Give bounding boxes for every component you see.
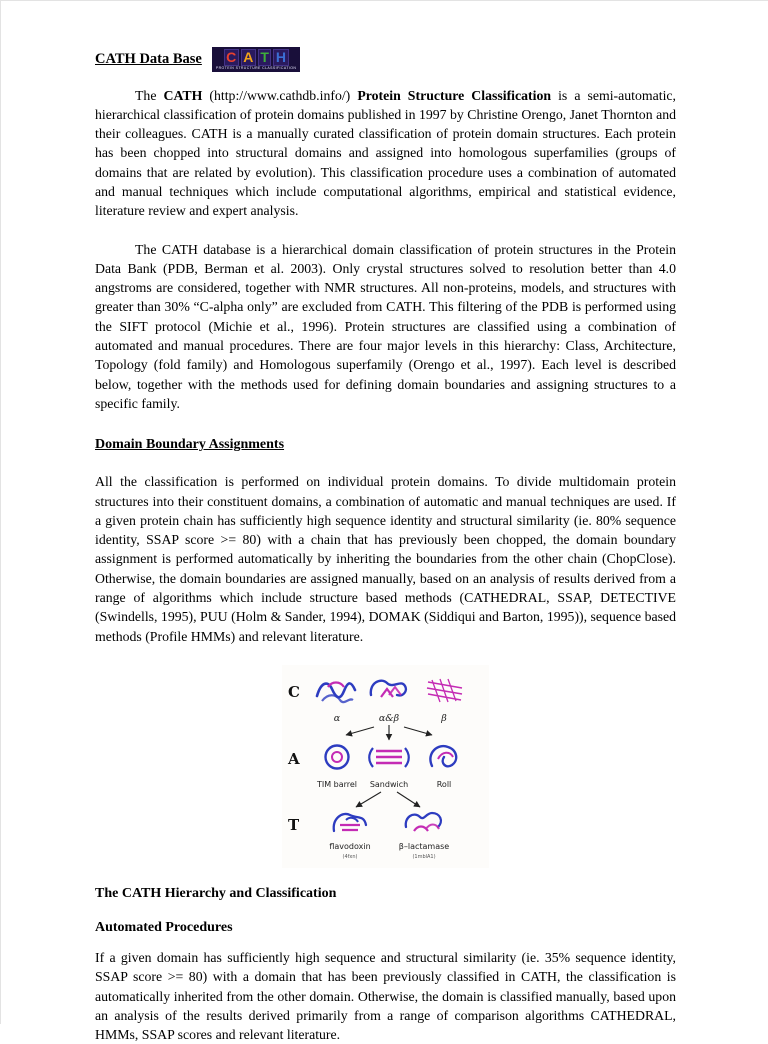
paragraph-boundary: All the classification is performed on individual protein domains. To divide multidomain protein structures into their constituent domains, a combination of automatic and manual techniques are used. If a given protein chain has sufficiently high sequence identity and structural similarity (ie. 80% sequence identity, SSAP score >= 80) with a chain that has previously been chopped, the domain boundary assignment is performed automatically by inheriting the boundaries from the other chain (ChopClose). Otherwise, the domain boundaries are assigned manually, based on an analysis of results derived from a range of algorithms which include structure based methods (CATHEDRAL, SSAP, DETECTIVE (Swindells, 1995), PUU (Holm & Sander, 1994), DOMAK (Siddiqui and Barton, 1995)), sequence based methods (Profile HMMs) and relevant literature. [95, 474, 676, 644]
cath-logo-letters [224, 49, 289, 66]
heading-domain-boundary: Domain Boundary Assignments [95, 437, 285, 453]
p1-text-3: is a semi-automatic, hierarchical classification of protein domains published in 1997 by Christine Orengo, Janet Thornton and their colleagues. CATH is a manually curated classification of protein domain structures. Each protein has been chopped into structural domains and assigned into homologous superfamilies (groups of domains that are related by evolution). This classification procedure uses a combination of automated and manual techniques which include computational algorithms, empirical and statistical evidence, literature review and expert analysis. [95, 87, 676, 219]
arrow-down-left [356, 792, 381, 807]
heading-hierarchy: The CATH Hierarchy and Classification [95, 885, 337, 901]
topology-label-beta-lactamase: β–lactamase [398, 841, 450, 851]
architecture-label-roll: Roll [436, 779, 452, 789]
topology-label-flavodoxin: flavodoxin [329, 841, 371, 851]
paragraph-database: The CATH database is a hierarchical domain classification of protein structures in the Protein Data Bank (PDB, Berman et al. 2003). Only crystal structures solved to resolution better than 4.0 angstroms are considered, together with NMR structures. All non-proteins, models, and structures with greater than 30% “C-alpha only” are excluded from CATH. This filtering of the PDB is performed using the SIFT protocol (Michie et al., 1996). Protein structures are classified using a combination of automated and manual procedures. There are four major levels in this hierarchy: Class, Architecture, Topology (fold family) and Homologous superfamily (Orengo et al., 1997). Each level is described below, together with the methods used for defining domain boundaries and assigning structures to a specific family. [95, 241, 676, 411]
paragraph-automated: If a given domain has sufficiently high sequence and structural similarity (ie. 35% sequence identity, SSAP score >= 80) with a domain that has been previously classified in CATH, the classification is automatically inherited from the other domain. Otherwise, the domain is classified manually, based upon an analysis of the results derived primarily from a range of comparison algorithms CATHEDRAL, HMMs, SSAP scores and relevant literature. [95, 949, 676, 1043]
protein-sandwich [369, 748, 409, 767]
protein-roll [430, 746, 456, 766]
architecture-level-letter: A [288, 749, 300, 768]
architecture-label-tim-barrel: TIM barrel [316, 779, 358, 789]
protein-sheet-beta [427, 679, 462, 702]
p1-bold-cath: CATH [163, 87, 203, 103]
arrow-to-right [404, 727, 432, 735]
protein-ribbon-alpha-beta [371, 681, 406, 697]
title-row [95, 47, 676, 72]
arrow-to-left [346, 727, 374, 735]
cath-hierarchy-diagram [282, 665, 489, 863]
topology-level-letter: T [288, 815, 300, 834]
logo-letter-a: A [241, 49, 256, 66]
class-label-alpha-beta: α&β [378, 712, 400, 724]
class-label-beta: β [441, 712, 447, 724]
logo-letter-c: C [224, 49, 239, 66]
protein-flavodoxin [334, 814, 366, 831]
protein-beta-lactamase [406, 813, 441, 831]
p1-text-2: (http://www.cathdb.info/) [202, 87, 358, 103]
arrow-down-right [397, 792, 420, 807]
heading-automated: Automated Procedures [95, 919, 233, 935]
logo-letter-t: T [258, 49, 272, 66]
p1-bold-classification: Protein Structure Classification [357, 87, 552, 103]
cath-logo [212, 47, 300, 72]
logo-letter-h: H [273, 49, 288, 66]
paragraph-intro [95, 86, 676, 221]
protein-tim-barrel [326, 745, 349, 768]
class-label-alpha: α [333, 712, 341, 724]
page-title: CATH Data Base [95, 50, 202, 67]
topology-sublabel-beta-lactamase: (1mblA1) [412, 853, 436, 860]
architecture-label-sandwich: Sandwich [369, 779, 409, 789]
protein-ribbon-alpha [317, 682, 355, 702]
logo-subtitle: PROTEIN STRUCTURE CLASSIFICATION [215, 66, 297, 70]
topology-sublabel-flavodoxin: (4fxn) [342, 853, 358, 860]
cath-hierarchy-figure [282, 665, 489, 868]
class-level-letter: C [288, 682, 300, 701]
p1-text-1: The [135, 87, 164, 103]
